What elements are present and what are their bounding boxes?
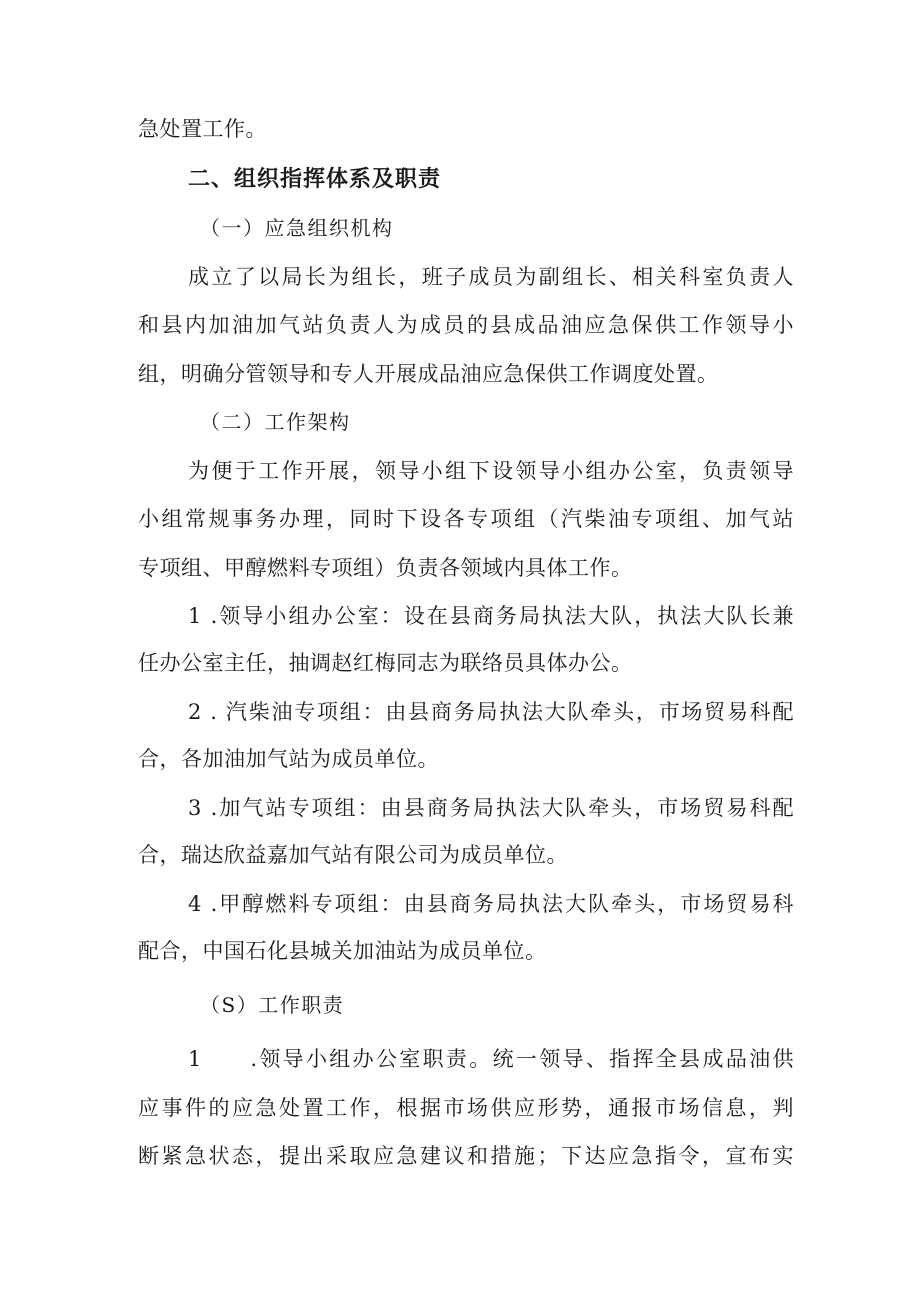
- paragraph-line: 应事件的应急处置工作，根据市场供应形势，通报市场信息，判: [138, 1096, 794, 1120]
- subsection-heading: （S）工作职责: [200, 993, 345, 1017]
- paragraph-line: 成立了以局长为组长，班子成员为副组长、相关科室负责人: [188, 265, 794, 289]
- list-item-line: 合，瑞达欣益嘉加气站有限公司为成员单位。: [138, 843, 568, 867]
- paragraph-line: 断紧急状态，提出采取应急建议和措施；下达应急指令，宣布实: [138, 1144, 794, 1168]
- paragraph-line: 1 .领导小组办公室职责。统一领导、指挥全县成品油供: [188, 1047, 794, 1071]
- list-item-line: 配合，中国石化县城关加油站为成员单位。: [138, 939, 547, 963]
- paragraph-line: 组，明确分管领导和专人开展成品油应急保供工作调度处置。: [138, 362, 719, 386]
- paragraph-line: 专项组、甲醇燃料专项组）负责各领域内具体工作。: [138, 556, 633, 580]
- subsection-heading: （二）工作架构: [200, 410, 351, 434]
- paragraph-line: 和县内加油加气站负责人为成员的县成品油应急保供工作领导小: [138, 313, 794, 337]
- list-item-line: 3 .加气站专项组：由县商务局执法大队牵头，市场贸易科配: [188, 796, 794, 820]
- paragraph-line: 为便于工作开展，领导小组下设领导小组办公室，负责领导: [188, 459, 794, 483]
- list-item-line: 合，各加油加气站为成员单位。: [138, 747, 439, 771]
- section-heading: 二、组织指挥体系及职责: [188, 167, 442, 192]
- list-item-line: 1 .领导小组办公室：设在县商务局执法大队，执法大队长兼: [188, 604, 794, 628]
- list-item-line: 2 . 汽柴油专项组：由县商务局执法大队牵头，市场贸易科配: [188, 700, 794, 724]
- subsection-heading: （一）应急组织机构: [200, 216, 394, 240]
- list-item-line: 任办公室主任，抽调赵红梅同志为联络员具体办公。: [138, 651, 633, 675]
- list-item-line: 4 .甲醇燃料专项组：由县商务局执法大队牵头，市场贸易科: [188, 892, 794, 916]
- paragraph-line: 小组常规事务办理，同时下设各专项组（汽柴油专项组、加气站: [138, 507, 794, 531]
- paragraph-line: 急处置工作。: [138, 117, 267, 141]
